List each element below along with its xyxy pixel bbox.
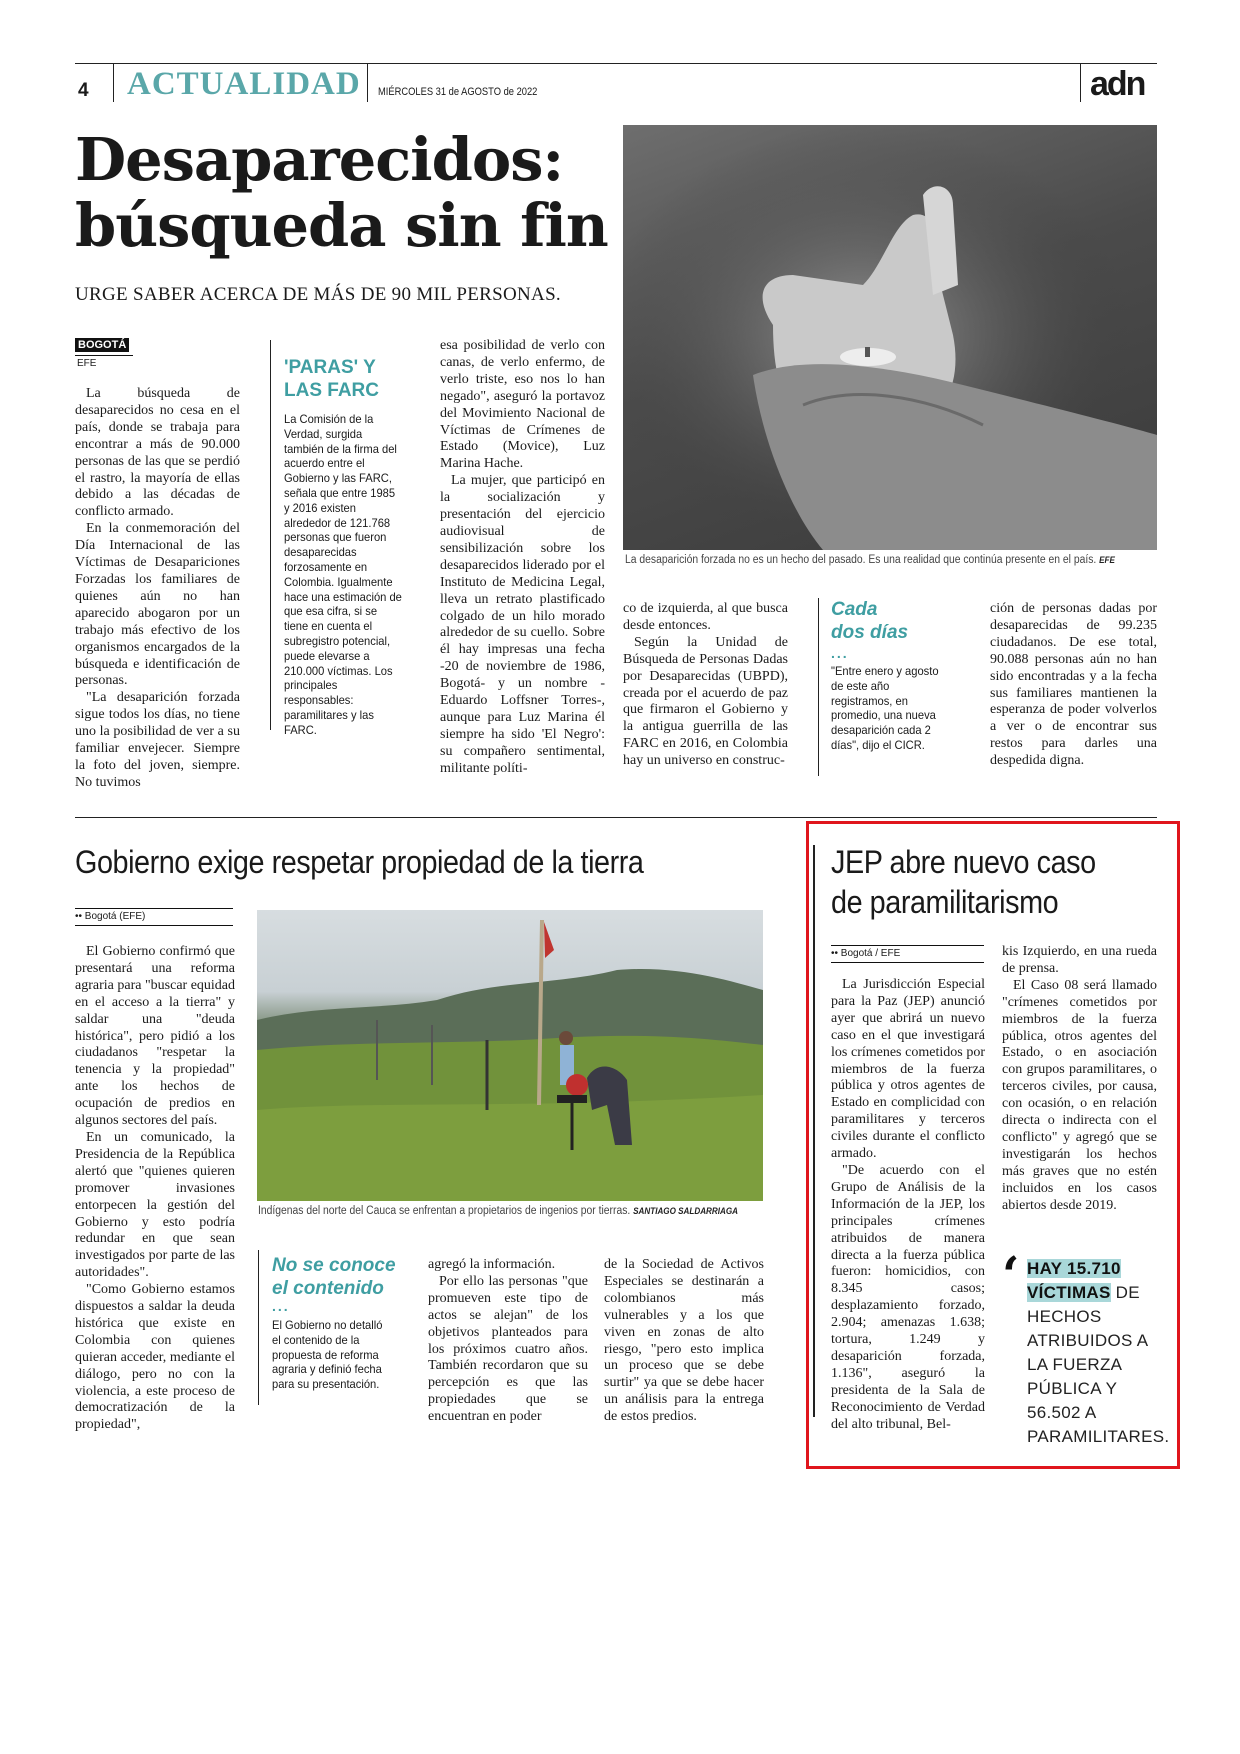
article2-col1: El Gobierno confirmó que presentará una reforma agraria para "buscar equidad en el acceso a la tierra" y saldar una "deuda histórica", pero pidió a los ciudadanos "respetar la tenencia y la propiedad" ante los hechos de ocupación de predios en algunos sectores del país. En un comunicado, la Presidencia de la República alertó que "quienes quieren promover invasiones entorpecen la gestión del Gobierno y esto podría redundar en que sean investigados por parte de las autoridades". "Como Gobierno estamos dispuestos a saldar la deuda histórica que existe en Colombia con quienes quieran acceder, mediante el diálogo, pero no con la violencia, a este proceso de democratización de la propiedad", [75,944,236,1433]
sidebar1-body: La Comisión de la Verdad, surgida también de la firma del acuerdo entre el Gobierno y las FARC, señala que entre 1985 y 2016 existen alrededor de 121.768 personas que fueron desaparecidas forzosamente en Colombia. Igualmente hace una estimación de que esa cifra, si se tiene en cuenta el subregistro potencial, puede elevarse a 210.000 víctimas. Los principales responsables: paramilitares y las FARC. [284,412,402,737]
divider [367,64,368,102]
divider [113,64,114,102]
farmland-photo [257,910,763,1201]
quote-mark-icon: ‘ [1002,1245,1020,1304]
sidebar2-body: "Entre enero y agosto de este año registramos, en promedio, una nueva desaparición cada 2 días", dijo el CICR. [831,664,939,752]
article2-photo-caption: Indígenas del norte del Cauca se enfrentan a propietarios de ingenios por tierras. SANTIAGO SALDARRIAGA [258,1205,738,1217]
article1-photo-caption: La desaparición forzada no es un hecho del pasado. Es una realidad que continúa presente en el país. EFE [625,554,1115,566]
sidebar1-title: 'PARAS' Y LAS FARC [284,357,379,401]
sidebar2-dots: ... [831,645,849,661]
header-rule [75,63,1157,64]
article1-col4: co de izquierda, al que busca desde entonces. Según la Unidad de Búsqueda de Personas Dadas por Desaparecidas (UBPD), creada por el acuerdo de paz que firmaron el Gobierno y la antigua guerrilla de las FARC en 2016, en Colombia hay un universo en construc- [623,601,788,769]
article3-col2: kis Izquierdo, en una rueda de prensa. El Caso 08 será llamado "crímenes cometidos por miembros de la fuerza pública, otros agentes del Estado, o en asociación con grupos paramilitares, o terceros civiles, por causa, con ocasión, o en relación directa o indirecta con el conflicto" y agregó que se investigarán los hechos más graves que no estén incluidos en los casos abiertos desde 2019. [1002,944,1157,1213]
article2-source: •• Bogotá (EFE) [75,911,146,922]
section-title: ACTUALIDAD [127,66,361,102]
source-rule [75,925,233,926]
article3-rule [813,845,815,1417]
article1-deck: URGE SABER ACERCA DE MÁS DE 90 MIL PERSONAS. [75,284,561,305]
article3-col1: La Jurisdicción Especial para la Paz (JEP) anunció ayer que abrirá un nuevo caso en el que investigará los crímenes cometidos por miembros de la fuerza pública y otros agentes de Estado en complicidad con paramilitares y terceros civiles durante el conflicto armado. "De acuerdo con el Grupo de Análisis de la Información de la JEP, los principales crímenes atribuidos de manera directa a la fuerza pública fueron: homicidios, con 8.345 casos; desplazamiento forzado, 2.904; amenazas 1.638; tortura, 1.249 y desaparición forzada, 1.136", aseguró la presidenta de la Sala de Reconocimiento de Verdad del alto tribunal, Bel- [831,977,985,1432]
article1-col6: ción de personas dadas por desaparecidas de 99.235 ciudadanos. De ese total, 90.088 personas aún no han sido encontradas y a la fecha sus familiares mantienen la esperanza de poder volverlos a ver o de encontrar sus restos para darles una despedida digna. [990,601,1157,769]
sidebar-rule [270,340,271,730]
candle-hands-photo [623,125,1157,550]
sidebar2-title: Cada dos días [831,599,909,643]
divider [1080,64,1081,102]
source-rule [831,962,984,963]
pull-quote: HAY 15.710 VÍCTIMAS DE HECHOS ATRIBUIDOS A LA FUERZA PÚBLICA Y 56.502 A PARAMILITARES. [1027,1259,1170,1446]
article2-col3: agregó la información. Por ello las personas "que promueven este tipo de actos se alejan" de los objetivos planteados para los próximos cuatro años. También recordaron que su percepción es que las propiedades que se encuentran en poder [428,1257,588,1425]
page-number: 4 [78,80,89,101]
sidebar3-body: El Gobierno no detalló el contenido de la propuesta de reforma agraria y definió fecha para su presentación. [272,1318,383,1392]
issue-date: MIÉRCOLES 31 de AGOSTO de 2022 [378,86,538,98]
article3-source: •• Bogotá / EFE [831,948,901,959]
article2-headline: Gobierno exige respetar propiedad de la tierra [75,844,644,880]
source-rule [831,945,984,946]
article1-source: EFE [77,358,97,369]
article1-col1: La búsqueda de desaparecidos no cesa en el país, donde se trabaja para encontrar a más de 90.000 personas de las que se perdió el rastro, la mayoría de ellas debido a las décadas de conflicto armado. En la conmemoración del Día Internacional de las Víctimas de Desapariciones Forzadas los familiares de quienes aún no han aparecido abogaron por un trabajo más efectivo de los organismos encargados de la búsqueda e identificación de personas. "La desaparición forzada sigue todos los días, no tiene uno la posibilidad de ver a su familiar envejecer. Siempre la foto del joven, siempre. No tuvimos [75,386,240,790]
article3-headline: JEP abre nuevo caso de paramilitarismo [831,844,1096,920]
source-rule [75,908,233,909]
article2-col4: de la Sociedad de Activos Especiales se destinarán a colombianos más vulnerables y a los que viven en zonas de alto riesgo, "pero esto implica un proceso que se debe surtir" ya que se debe hacer un análisis para la entrega de estos predios. [604,1257,764,1425]
adn-logo: adn [1090,65,1145,103]
article1-headline: Desaparecidos: búsqueda sin fin [75,125,608,260]
dateline-rule [75,355,133,356]
sidebar3-dots: ... [272,1298,290,1314]
sidebar3-title: No se conoce el contenido [272,1255,396,1299]
sidebar-rule [258,1250,259,1405]
article1-col3: esa posibilidad de verlo con canas, de verlo enfermo, de verlo triste, eso nos lo han negado", aseguró la portavoz del Movimiento Nacional de Víctimas de Crímenes de Estado (Movice), Luz Marina Hache. La mujer, que participó en la socialización y presentación del ejercicio audiovisual de sensibilización sobre los desaparecidos liderado por el Instituto de Medicina Legal, lleva un retrato plastificado colgado de un hilo morado alrededor de su cuello. Sobre él hay impresas una fecha -20 de noviembre de 1986, Bogotá- y un nombre -Eduardo Loffsner Torres-, aunque para Luz Marina él siempre ha sido 'El Negro': su compañero sentimental, militante políti- [440,338,605,776]
section-separator [75,817,1157,818]
dateline-badge: BOGOTÁ [75,338,129,352]
sidebar-rule [818,598,819,776]
